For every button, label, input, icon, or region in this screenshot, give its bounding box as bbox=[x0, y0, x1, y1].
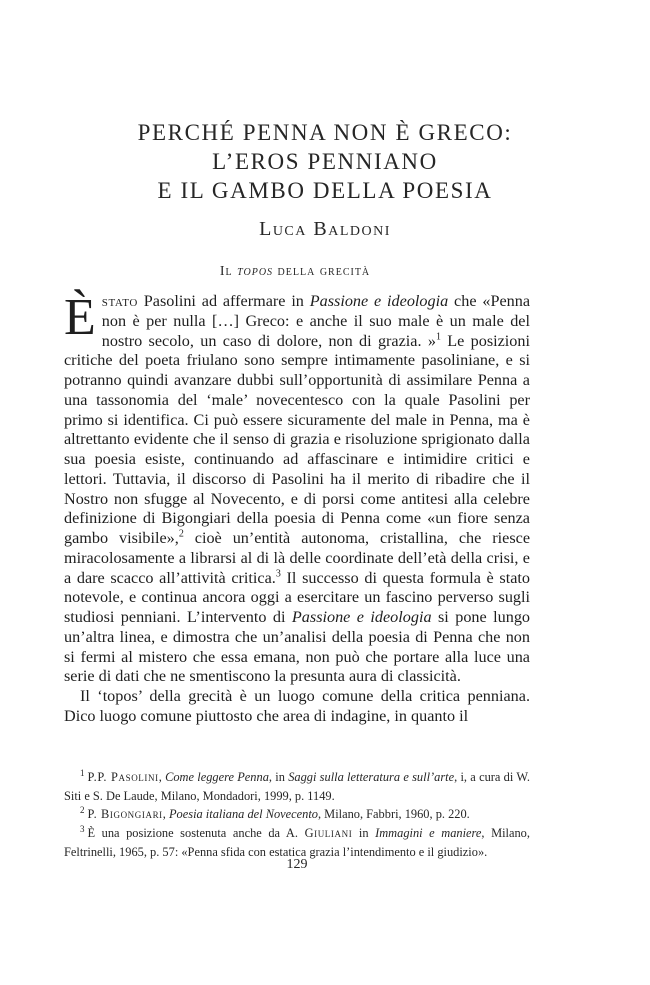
footnote-ref-1[interactable]: 1 bbox=[435, 331, 441, 343]
section-heading-italic: topos bbox=[237, 264, 274, 279]
footnote-text: , bbox=[162, 807, 169, 822]
p1-italic-title-1: Passione e ideologia bbox=[309, 292, 449, 310]
footnote-text: , Milano, Feltrinelli, 1965, p. 57: «Penna sfida con estatica grazia l’intendimento e il giudizio». bbox=[64, 826, 530, 859]
paragraph-2: Il ‘topos’ della grecità è un luogo comune della critica penniana. Dico luogo comune piuttosto che area di indagine, in quanto il bbox=[64, 687, 530, 725]
section-heading-suffix: della grecità bbox=[273, 264, 371, 279]
p1-text-5: Il successo di questa formula è stato notevole, e continua ancora oggi a esercitare un fascino perverso sugli studiosi penniani. L’intervento di bbox=[64, 568, 530, 626]
footnote-number: 3 bbox=[80, 823, 85, 834]
section-heading-prefix: Il bbox=[219, 264, 238, 279]
footnote-text: in bbox=[352, 826, 376, 841]
footnote-title: Poesia italiana del Novecento bbox=[168, 807, 318, 822]
footnote-title: Immagini e maniere bbox=[375, 826, 482, 841]
footnotes bbox=[64, 768, 530, 862]
footnote-1 bbox=[64, 768, 530, 805]
footnote-author: P.P. Pasolini bbox=[87, 770, 159, 784]
p1-text-6: si pone lungo un’altra linea, e dimostra che un’analisi della poesia di Penna che non si fermi al mistero che essa emana, non può che portare alla luce una serie di dati che ne smentiscono la presunta aura di classicità. bbox=[64, 608, 530, 686]
body-text bbox=[64, 289, 531, 727]
p1-italic-title-2: Passione e ideologia bbox=[291, 608, 432, 626]
footnote-text: , Milano, Fabbri, 1960, p. 220. bbox=[317, 807, 470, 822]
drop-cap: È bbox=[64, 289, 96, 346]
author-name: Luca Baldoni bbox=[259, 218, 391, 240]
footnote-number: 2 bbox=[80, 805, 85, 816]
article-title bbox=[0, 118, 650, 205]
footnote-ref-3[interactable]: 3 bbox=[275, 568, 281, 580]
section-heading bbox=[0, 264, 590, 280]
p1-text-3: Le posizioni critiche del poeta friulano sono sempre intimamente pasoliniane, e si potranno quindi avanzare dubbi sull’opportunità di assimilare Penna a una tassonomia del ‘male’ novecentesco con la quale Pasolini per primo si identifica. Ci può essere sicuramente del male in Penna, ma è altrettanto evidente che il senso di grazia e risoluzione sprigionato dalla sua poesia esiste, continuando ad affascinare e intimidire critici e lettori. Tuttavia, il discorso di Pasolini ha il merito di ribadire che il Nostro non sfugge al Novecento, e di porsi come antitesi alla celebre definizione di Bigongiari della poesia di Penna come «un fiore senza gambo visibile», bbox=[64, 331, 530, 547]
paragraph-1 bbox=[64, 289, 531, 687]
footnote-text: È una posizione sostenuta anche da A. bbox=[87, 826, 305, 841]
footnote-title: Come leggere Penna bbox=[165, 770, 269, 784]
title-line-1: PERCHÉ PENNA NON È GRECO: bbox=[137, 120, 513, 145]
footnote-author: P. Bigongiari bbox=[87, 807, 163, 822]
title-line-2: L’EROS PENNIANO bbox=[212, 149, 438, 174]
footnote-author: Giuliani bbox=[304, 826, 353, 841]
title-line-3: E IL GAMBO DELLA POESIA bbox=[157, 178, 493, 203]
footnote-3 bbox=[64, 824, 530, 861]
p1-text-2: che «Penna non è per nulla […] Greco: e anche il suo male è un male del nostro secolo, un caso di dolore, non di grazia. » bbox=[101, 292, 531, 350]
p1-text-1: Pasolini ad affermare in bbox=[137, 292, 310, 310]
footnote-text: , in bbox=[268, 770, 289, 784]
page-number: 129 bbox=[286, 857, 308, 872]
p1-text-4: cioè un’entità autonoma, cristallina, che riesce miracolosamente a librarsi al di là delle coordinate dell’età della crisi, e a dare scacco all’attività critica. bbox=[64, 529, 531, 587]
opening-smallcaps: stato bbox=[101, 292, 138, 310]
footnote-number: 1 bbox=[80, 767, 85, 778]
footnote-2 bbox=[64, 805, 530, 824]
footnote-text: , bbox=[158, 770, 166, 784]
footnote-title: Saggi sulla letteratura e sull’arte bbox=[288, 770, 455, 784]
footnote-text: , i, a cura di W. Siti e S. De Laude, Milano, Mondadori, 1999, p. 1149. bbox=[64, 770, 531, 803]
footnote-ref-2[interactable]: 2 bbox=[178, 528, 184, 540]
